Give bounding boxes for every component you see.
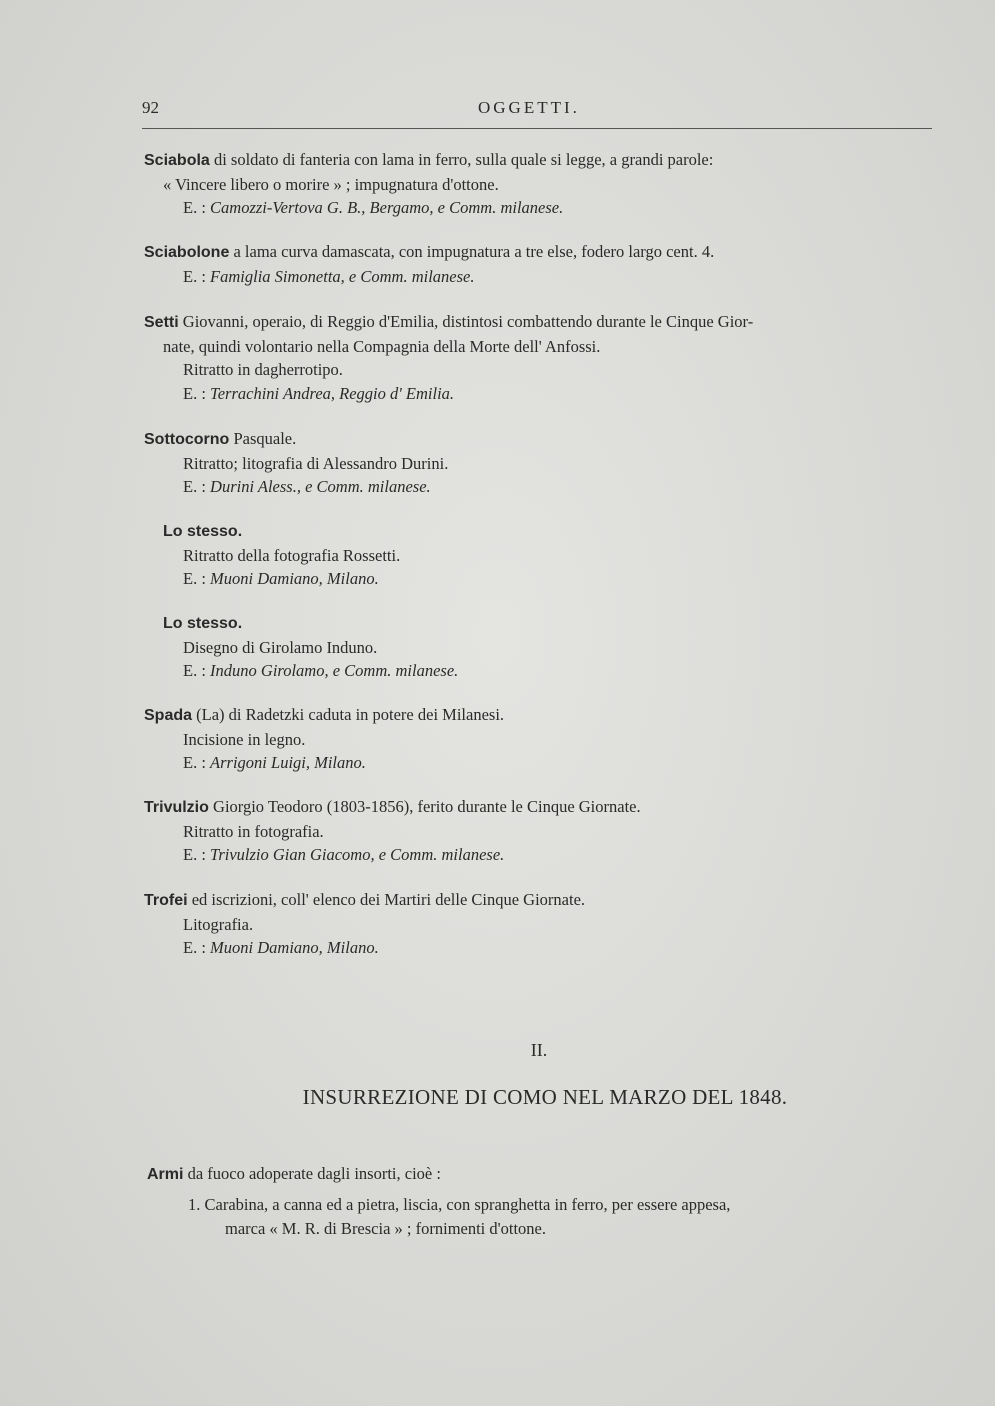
exhibitor-label: E. : <box>183 569 211 588</box>
entry-sciabolone <box>144 240 936 288</box>
item-text: marca « M. R. di Brescia » ; fornimenti d'ottone. <box>225 1218 546 1238</box>
page-number: 92 <box>142 98 159 117</box>
entry-keyword: Lo stesso. <box>163 523 243 540</box>
exhibitor-name: Muoni Damiano, Milano. <box>210 569 379 588</box>
running-title: OGGETTI. <box>478 98 580 117</box>
entry-text: a lama curva damascata, con impugnatura a tre else, fodero largo cent. 4. <box>229 242 715 261</box>
header-rule <box>142 128 932 129</box>
entry-text: Incisione in legno. <box>183 729 306 749</box>
entry-text: Ritratto in fotografia. <box>183 821 324 841</box>
exhibitor-name: Famiglia Simonetta, e Comm. milanese. <box>210 266 475 286</box>
exhibitor-name: Arrigoni Luigi, Milano. <box>210 753 366 772</box>
entry-keyword: Sciabola <box>144 152 210 169</box>
entry-keyword: Setti <box>144 314 179 331</box>
exhibitor-label: E. : <box>183 845 211 864</box>
entry-keyword: Lo stesso. <box>163 615 243 632</box>
exhibitor-label: E. : <box>183 753 211 772</box>
entry-text: « Vincere libero o morire » ; impugnatura d'ottone. <box>163 174 499 194</box>
entry-trofei <box>144 888 936 960</box>
entry-text: Ritratto della fotografia Rossetti. <box>183 545 401 565</box>
entry-keyword: Trofei <box>144 892 188 909</box>
entry-spada <box>144 703 936 775</box>
entry-armi <box>147 1162 939 1187</box>
exhibitor-label: E. : <box>183 198 211 217</box>
entry-sciabola <box>144 148 936 220</box>
exhibitor-label: E. : <box>183 661 211 680</box>
entry-text: Ritratto in dagherrotipo. <box>183 360 343 379</box>
section-number: II. <box>530 1040 548 1060</box>
entry-text: (La) di Radetzki caduta in potere dei Milanesi. <box>192 705 505 724</box>
exhibitor-name: Muoni Damiano, Milano. <box>210 938 379 957</box>
entry-keyword: Sottocorno <box>144 431 230 448</box>
entry-text: Litografia. <box>183 914 254 934</box>
entry-text: Giorgio Teodoro (1803-1856), ferito durante le Cinque Giornate. <box>208 797 641 816</box>
entry-text: Pasquale. <box>229 429 297 448</box>
exhibitor-name: Trivulzio Gian Giacomo, e Comm. milanese. <box>210 845 505 864</box>
exhibitor-label: E. : <box>183 383 211 403</box>
exhibitor-name: Durini Aless., e Comm. milanese. <box>210 477 431 496</box>
exhibitor-label: E. : <box>183 938 211 957</box>
list-item <box>188 1193 948 1240</box>
exhibitor-label: E. : <box>183 477 211 496</box>
exhibitor-name: Terrachini Andrea, Reggio d' Emilia. <box>210 383 455 403</box>
entry-keyword: Armi <box>147 1166 184 1183</box>
entry-text: di soldato di fanteria con lama in ferro, sulla quale si legge, a grandi parole: <box>209 150 714 169</box>
entry-keyword: Sciabolone <box>144 244 230 261</box>
exhibitor-name: Induno Girolamo, e Comm. milanese. <box>210 661 459 680</box>
entry-text: nate, quindi volontario nella Compagnia della Morte dell' Anfossi. <box>163 336 601 356</box>
section-title: INSURREZIONE DI COMO NEL MARZO DEL 1848. <box>302 1085 788 1109</box>
entry-sottocorno <box>144 427 936 499</box>
entry-text: Disegno di Girolamo Induno. <box>183 637 378 657</box>
exhibitor-label: E. : <box>183 266 211 286</box>
entry-lo-stesso <box>163 611 955 683</box>
entry-setti <box>144 310 936 405</box>
entry-keyword: Trivulzio <box>144 799 209 816</box>
entry-lo-stesso <box>163 519 955 591</box>
entry-text: ed iscrizioni, coll' elenco dei Martiri delle Cinque Giornate. <box>187 890 586 909</box>
entry-text: da fuoco adoperate dagli insorti, cioè : <box>183 1164 441 1183</box>
entry-text: Giovanni, operaio, di Reggio d'Emilia, distintosi combattendo durante le Cinque Gior- <box>178 312 754 331</box>
exhibitor-name: Camozzi-Vertova G. B., Bergamo, e Comm. milanese. <box>210 198 564 217</box>
entry-text: Ritratto; litografia di Alessandro Durini. <box>183 453 449 473</box>
entry-keyword: Spada <box>144 707 193 724</box>
entry-trivulzio <box>144 795 936 867</box>
item-text: 1. Carabina, a canna ed a pietra, liscia, con spranghetta in ferro, per essere appesa, <box>188 1195 731 1214</box>
